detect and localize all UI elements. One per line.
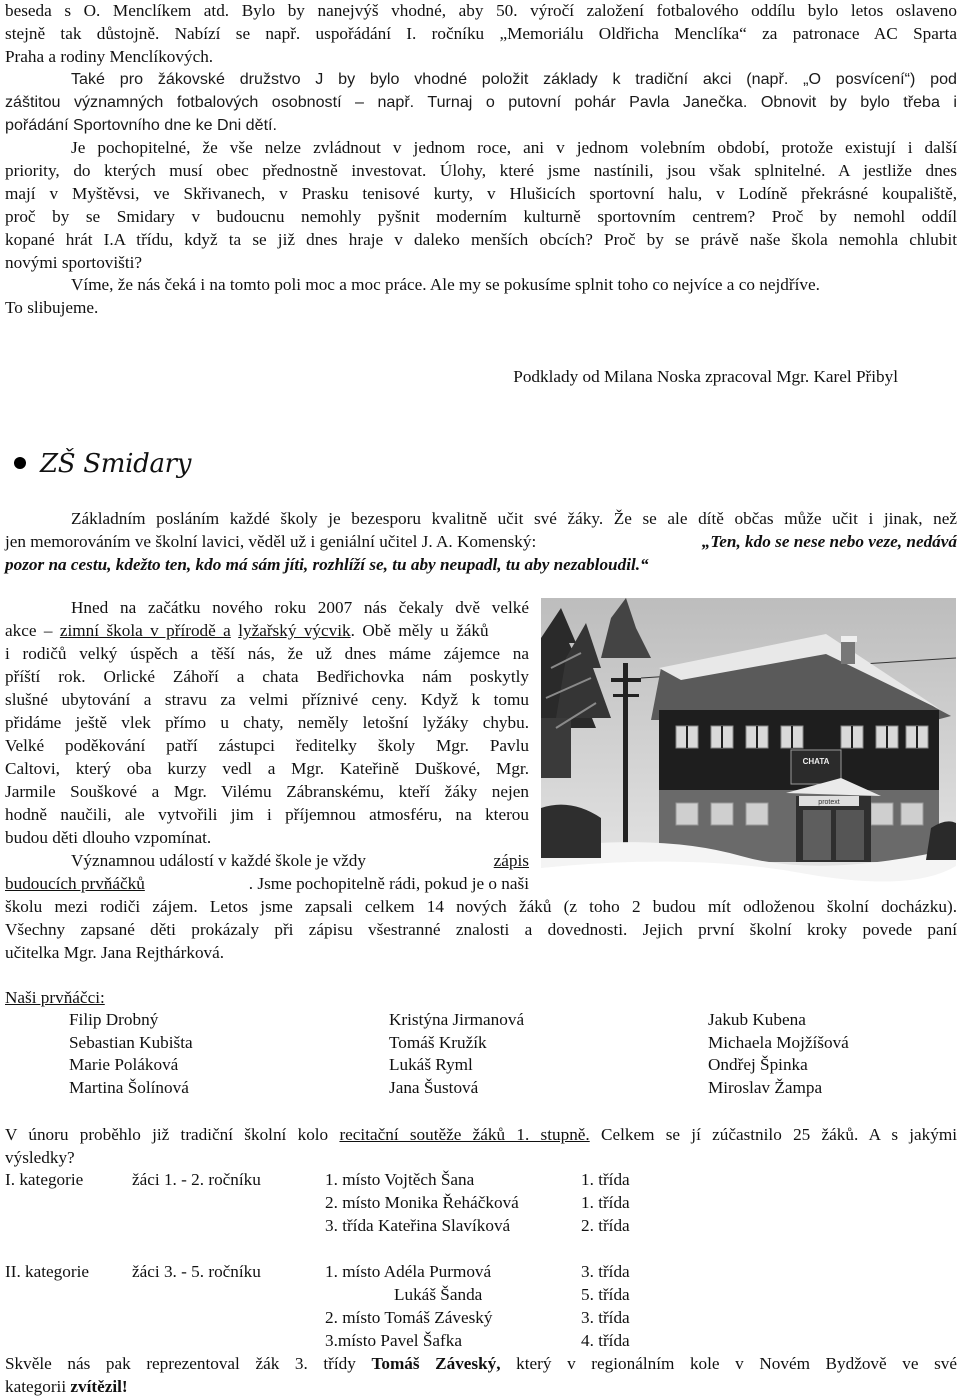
pupil-name: Tomáš Kružík xyxy=(389,1032,487,1052)
text-span xyxy=(5,620,489,643)
text-span: V únoru proběhlo již tradiční školní kolo xyxy=(5,1125,340,1144)
pupil-name: Jakub Kubena xyxy=(708,1010,806,1029)
pupil-name: Miroslav Žampa xyxy=(708,1078,823,1098)
text-span: Skvěle nás pak reprezentoval žák 3. třídy xyxy=(5,1354,372,1373)
text-line: Hned na začátku nového roku 2007 nás čekaly dvě velké xyxy=(71,598,529,617)
result-place: 1. místo Adéla Purmová xyxy=(325,1262,492,1281)
text-line: školu mezi rodiči zájem. Letos jsme zapsali celkem 14 nových žáků (z toho 2 budou mít odloženou školní docházku). xyxy=(5,897,957,916)
result-class: 1. třída xyxy=(581,1170,630,1189)
text-line: Caltovi, který oba kurzy vedl a Mgr. Kateřině Duškové, Mgr. xyxy=(5,759,529,778)
text-span: Celkem se jí zúčastnilo 25 žáků. A s jakými xyxy=(589,1125,958,1144)
result-class: 4. třída xyxy=(581,1331,630,1350)
winner-name: Tomáš Záveský, xyxy=(371,1354,501,1373)
text-span xyxy=(5,1124,957,1147)
result-class: 3. třída xyxy=(581,1262,630,1281)
text-line: Všechny zapsané děti prokázaly při zápisu všestranné znalosti a dovednosti. Jejich první školní kroky povede paní xyxy=(5,920,957,939)
text-line: Je pochopitelné, že vše nelze zvládnout v jednom roce, ani v jednom volebním období, protože existují i další xyxy=(71,138,957,157)
text-line: výsledky? xyxy=(5,1148,75,1167)
pupil-name: Michaela Mojžíšová xyxy=(708,1032,849,1052)
text-line: novými sportovišti? xyxy=(5,253,143,272)
text-line: To slibujeme. xyxy=(5,298,99,317)
signature: Podklady od Milana Noska zpracoval Mgr. Karel Přibyl xyxy=(513,367,898,386)
result-place: Lukáš Šanda xyxy=(394,1285,483,1304)
text-line: Víme, že nás čeká i na tomto poli moc a moc práce. Ale my se pokusíme splnit toho co nejvíce a co nejdříve. xyxy=(71,275,820,294)
text-line: slušné ubytování a stravu za velmi příznivé ceny. Když k tomu xyxy=(5,690,529,709)
result-place: 3.místo Pavel Šafka xyxy=(325,1331,463,1350)
text-line: budou děti dlouho vzpomínat. xyxy=(5,828,212,847)
text-line: Také pro žákovské družstvo J by bylo vhodné položit základy k tradiční akci (např. „O posvícení“) pod xyxy=(71,70,957,88)
text-line: mají v Myštěvsi, ve Skřivanech, v Prasku tenisové kurty, v Hlušicích sportovní halu, v Lodíně překrásné koupaliště, xyxy=(5,184,957,203)
text-span: Významnou událostí v každé škole je vždy xyxy=(71,851,366,870)
text-span: kategorii xyxy=(5,1377,71,1396)
text-line: pořádání Sportovního dne ke Dni dětí. xyxy=(5,116,277,134)
text-line: Praha a rodiny Menclíkových. xyxy=(5,47,214,66)
bullet-icon xyxy=(14,457,26,469)
result-place: 2. místo Tomáš Záveský xyxy=(325,1308,493,1327)
text-line: učitelka Mgr. Jana Rejthárková. xyxy=(5,943,225,962)
result-place: 2. místo Monika Řeháčková xyxy=(325,1193,519,1212)
text-span: . Jsme pochopitelně rádi, pokud je o naši xyxy=(248,874,529,893)
category-2-name: II. kategorie xyxy=(5,1262,89,1281)
text-span: . Obě měly u žáků xyxy=(350,621,489,640)
quote-part-2: pozor na cestu, kdežto ten, kdo má sám jíti, rozhlíží se, tu aby neupadl, tu aby nezabloudil.“ xyxy=(5,555,649,574)
text-line: Jarmile Souškové a Mgr. Vilému Zábranskému, kteří žáky nejen xyxy=(5,782,529,801)
link-lyzarsky-vycvik: lyžařský výcvik xyxy=(238,621,351,640)
text-span xyxy=(5,1353,957,1376)
chalet-photo-svg xyxy=(541,598,956,894)
pupil-name: Kristýna Jirmanová xyxy=(389,1010,525,1029)
pupil-name: Filip Drobný xyxy=(69,1010,159,1029)
text-line xyxy=(5,1124,957,1147)
text-line: přidáme ještě vlek přímo u chaty, neměly letošní lyžáky chybu. xyxy=(5,713,529,732)
quote-part-1: „Ten, kdo se nese nebo veze, nedává xyxy=(701,532,957,551)
link-recitacni-soutez: recitační soutěže žáků 1. stupně. xyxy=(339,1125,590,1144)
result-class: 5. třída xyxy=(581,1285,630,1304)
text-line: beseda s O. Menclíkem atd. Bylo by nanejvýš vhodné, aby 50. výročí založení fotbalového oddílu bylo letos oslaveno xyxy=(5,1,957,20)
text-span: jen memorováním ve školní lavici, věděl už i geniální učitel J. A. Komenský: xyxy=(5,532,537,551)
text-line xyxy=(5,1376,128,1399)
text-line: priority, do kterých musí obec přednostně investovat. Úlohy, které jsme nastínili, jsou však splnitelné. A jestliže dnes xyxy=(5,161,957,180)
category-1-name: I. kategorie xyxy=(5,1170,84,1189)
text-line: záštitou významných fotbalových osobností – např. Turnaj o putovní pohár Pavla Janečka. Obnovit by bylo třeba i xyxy=(5,93,957,111)
pupil-name: Lukáš Ryml xyxy=(389,1055,473,1075)
pupil-name: Jana Šustová xyxy=(389,1078,479,1098)
result-class: 3. třída xyxy=(581,1308,630,1327)
text-line xyxy=(5,1353,957,1376)
link-zapis: zápis xyxy=(493,851,529,870)
category-1-grades: žáci 1. - 2. ročníku xyxy=(132,1170,261,1189)
section-title: ZŠ Smidary xyxy=(40,449,192,479)
pupil-name: Ondřej Špinka xyxy=(708,1055,808,1075)
text-line xyxy=(5,620,529,643)
text-line xyxy=(5,531,957,554)
text-line: i rodičů velký úspěch a těší nás, že už dnes máme zájemce na xyxy=(5,644,529,663)
pupil-name: Sebastian Kubišta xyxy=(69,1032,193,1052)
link-budoucich-prvnacku: budoucích prvňáčků xyxy=(5,874,145,893)
pupils-column-1 xyxy=(69,1009,193,1100)
text-line: Velké poděkování patří zástupci ředitelky školy Mgr. Pavlu xyxy=(5,736,529,755)
paragraph-winter xyxy=(5,597,529,897)
pupil-name: Marie Poláková xyxy=(69,1055,179,1075)
pupils-column-3 xyxy=(708,1009,849,1100)
pupils-column-2 xyxy=(389,1009,524,1100)
photo-banner-text: protext xyxy=(818,799,840,806)
result-place: 3. třída Kateřina Slavíková xyxy=(325,1216,511,1235)
text-line: kopané hrát I.A třídu, když ta se již dnes hraje v daleko menších obcích? Proč by se právě naše škola nemohla chlubit xyxy=(5,230,957,249)
text-line: hodně naučili, ale vytvořili jim i příjemnou atmosféru, na kterou xyxy=(5,805,529,824)
text-line: příští rok. Orlické Záhoří a chata Bedřichovka nám poskytly xyxy=(5,667,529,686)
text-span: akce – xyxy=(5,621,60,640)
text-span: který v regionálním kole v Novém Bydžově ve své xyxy=(500,1354,957,1373)
chalet-photo xyxy=(541,598,956,894)
text-line: Základním posláním každé školy je bezesporu kvalitně učit své žáky. Že se ale dítě občas může učit i jinak, než xyxy=(71,509,957,528)
text-line: stejně tak důstojně. Nabízí se např. uspořádání I. ročníku „Memoriálu Oldřicha Menclíka“ za patronace AC Sparta xyxy=(5,24,957,43)
result-place: 1. místo Vojtěch Šana xyxy=(325,1170,475,1189)
result-class: 1. třída xyxy=(581,1193,630,1212)
pupils-heading: Naši prvňáčci: xyxy=(5,988,105,1007)
link-zimni-skola: zimní škola v přírodě a xyxy=(59,621,231,640)
text-line xyxy=(71,850,529,873)
text-line xyxy=(5,873,529,896)
text-line: proč by se Smidary v budoucnu nemohly pyšnit moderním kulturně sportovním centrem? Proč by nemohl oddíl xyxy=(5,207,957,226)
photo-sign-text: CHATA xyxy=(802,757,830,766)
result-class: 2. třída xyxy=(581,1216,630,1235)
winner-result: zvítězil! xyxy=(70,1377,128,1396)
category-2-grades: žáci 3. - 5. ročníku xyxy=(132,1262,261,1281)
pupil-name: Martina Šolínová xyxy=(69,1078,189,1098)
